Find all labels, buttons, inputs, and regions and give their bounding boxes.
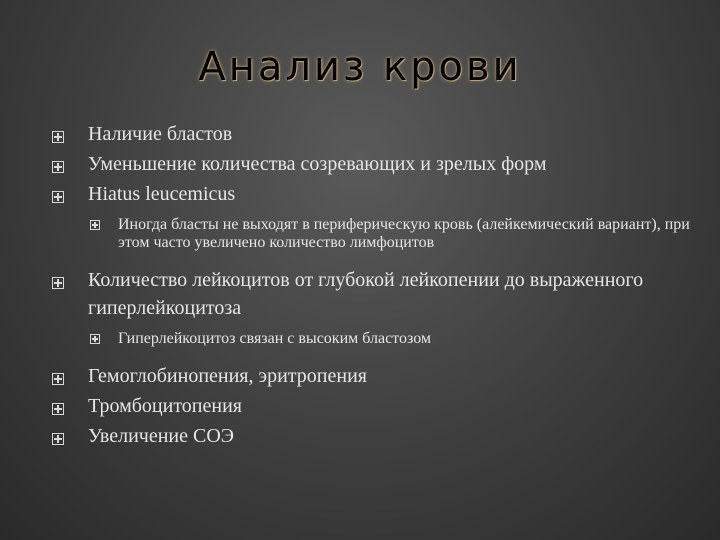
list-item-text: Количество лейкоцитов от глубокой лейкопении до выраженного гиперлейкоцитоза — [88, 269, 644, 319]
list-item — [52, 266, 692, 322]
list-item — [52, 150, 692, 178]
sub-list-item — [52, 216, 692, 252]
list-item-text: Наличие бластов — [88, 123, 233, 145]
list-item-text: Hiatus leucemicus — [88, 183, 236, 205]
sub-list-item — [52, 330, 692, 348]
list-item-text: Уменьшение количества созревающих и зрелых форм — [88, 153, 547, 175]
list-item — [52, 392, 692, 420]
square-bullet-icon — [52, 186, 66, 200]
slide-title: Анализ крови — [198, 44, 522, 90]
square-bullet-icon — [52, 272, 66, 286]
square-bullet-icon — [52, 126, 66, 140]
list-item-text: Тромбоцитопения — [88, 395, 242, 417]
list-item-text: Увеличение СОЭ — [88, 425, 234, 447]
list-item — [52, 180, 692, 208]
square-bullet-icon — [52, 428, 66, 442]
square-bullet-icon — [52, 368, 66, 382]
bullet-list — [52, 120, 692, 452]
list-item — [52, 120, 692, 148]
list-item — [52, 422, 692, 450]
square-bullet-icon — [90, 333, 100, 351]
square-bullet-icon — [52, 398, 66, 412]
square-bullet-icon — [52, 156, 66, 170]
list-item-text: Иногда бласты не выходят в периферическую кровь (алейкемический вариант), при этом часто увеличено количество лимфоцитов — [118, 216, 690, 251]
list-item-text: Гемоглобинопения, эритропения — [88, 365, 367, 387]
list-item-text: Гиперлейкоцитоз связан с высоким бластозом — [118, 330, 432, 347]
list-item — [52, 362, 692, 390]
square-bullet-icon — [90, 219, 100, 237]
